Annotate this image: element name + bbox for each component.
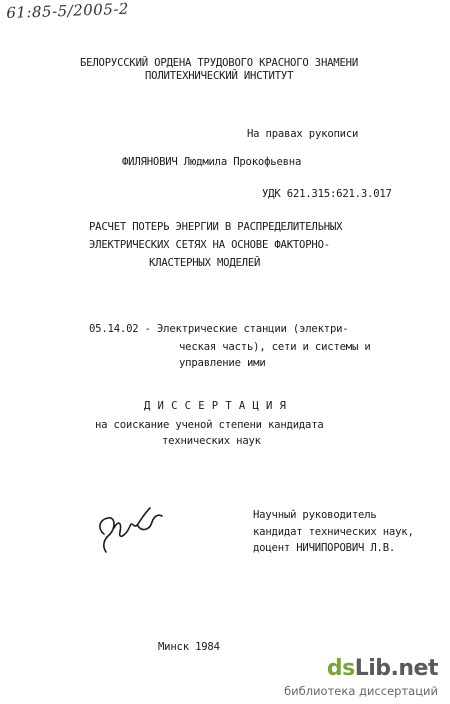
place-year: Минск 1984 xyxy=(158,641,220,653)
udk-code: УДК 621.315:621.3.017 xyxy=(262,188,392,200)
institution-line-2: ПОЛИТЕХНИЧЕСКИЙ ИНСТИТУТ xyxy=(145,70,294,82)
supervisor-line-3: доцент НИЧИПОРОВИЧ Л.В. xyxy=(253,542,396,554)
purpose-line-1: на соискание ученой степени кандидата xyxy=(95,419,324,431)
author-name: ФИЛЯНОВИЧ Людмила Прокофьевна xyxy=(122,156,302,168)
title-line-3: КЛАСТЕРНЫХ МОДЕЛЕЙ xyxy=(149,257,261,269)
shelf-mark: 61:85-5/2005-2 xyxy=(6,0,130,22)
title-line-1: РАСЧЕТ ПОТЕРЬ ЭНЕРГИИ В РАСПРЕДЕЛИТЕЛЬНЫХ xyxy=(89,221,343,233)
watermark-logo xyxy=(327,656,438,681)
watermark-logo-part-1: ds xyxy=(326,656,355,681)
title-line-2: ЭЛЕКТРИЧЕСКИХ СЕТЯХ НА ОСНОВЕ ФАКТОРНО- xyxy=(89,239,330,251)
supervisor-line-2: кандидат технических наук, xyxy=(253,526,414,538)
specialty-line-1: 05.14.02 - Электрические станции (электри- xyxy=(89,323,349,335)
manuscript-rights: На правах рукописи xyxy=(247,128,359,140)
purpose-line-2: технических наук xyxy=(162,435,261,447)
handwritten-signature xyxy=(94,500,166,560)
watermark-logo-part-2: Lib.net xyxy=(354,656,438,681)
dslib-watermark xyxy=(258,656,438,700)
specialty-line-3: управление ими xyxy=(179,357,266,369)
watermark-subtitle: библиотека диссертаций xyxy=(284,684,438,698)
supervisor-line-1: Научный руководитель xyxy=(253,509,377,521)
specialty-line-2: ческая часть), сети и системы и xyxy=(179,341,371,353)
document-type: Д И С С Е Р Т А Ц И Я xyxy=(144,400,287,412)
institution-line-1: БЕЛОРУССКИЙ ОРДЕНА ТРУДОВОГО КРАСНОГО ЗНАМЕНИ xyxy=(80,57,359,69)
